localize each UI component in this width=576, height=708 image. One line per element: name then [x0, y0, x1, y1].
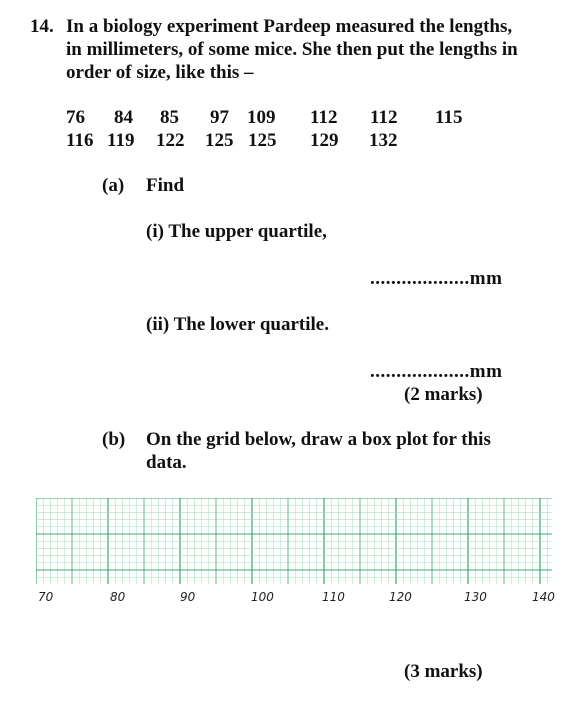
data-value: 112 — [370, 107, 398, 128]
data-value: 125 — [248, 130, 277, 151]
part-b-label: (b) — [102, 429, 126, 450]
data-value: 132 — [369, 130, 398, 151]
data-value: 129 — [310, 130, 339, 151]
data-value: 112 — [310, 107, 338, 128]
answer-line-ii[interactable]: ...................mm — [370, 361, 503, 382]
part-a-marks: (2 marks) — [404, 384, 483, 405]
axis-label: 80 — [110, 590, 126, 604]
data-value: 76 — [66, 107, 85, 128]
axis-label: 90 — [180, 590, 196, 604]
sub-question-ii: (ii) The lower quartile. — [146, 314, 329, 335]
axis-label: 110 — [322, 590, 345, 604]
data-value: 115 — [435, 107, 463, 128]
part-a-label: (a) — [102, 175, 125, 196]
data-value: 85 — [160, 107, 179, 128]
answer-line-i[interactable]: ...................mm — [370, 268, 503, 289]
question-line-3: order of size, like this – — [66, 62, 254, 83]
data-value: 84 — [114, 107, 133, 128]
box-plot-grid[interactable] — [36, 498, 552, 584]
sub-question-i: (i) The upper quartile, — [146, 221, 327, 242]
data-value: 119 — [107, 130, 135, 151]
part-b-line-1: On the grid below, draw a box plot for this — [146, 429, 491, 450]
data-value: 125 — [205, 130, 234, 151]
data-value: 97 — [210, 107, 229, 128]
axis-label: 130 — [464, 590, 487, 604]
part-a-instruction: Find — [146, 175, 185, 196]
axis-label: 140 — [532, 590, 555, 604]
part-b-marks: (3 marks) — [404, 661, 483, 682]
axis-label: 70 — [38, 590, 54, 604]
question-line-2: in millimeters, of some mice. She then put the lengths in — [66, 39, 518, 60]
data-value: 116 — [66, 130, 94, 151]
axis-label: 100 — [251, 590, 274, 604]
data-value: 122 — [156, 130, 185, 151]
data-value: 109 — [247, 107, 276, 128]
part-b-line-2: data. — [146, 452, 187, 473]
question-line-1: In a biology experiment Pardeep measured the lengths, — [66, 16, 513, 37]
question-number: 14. — [30, 16, 54, 37]
axis-label: 120 — [389, 590, 412, 604]
